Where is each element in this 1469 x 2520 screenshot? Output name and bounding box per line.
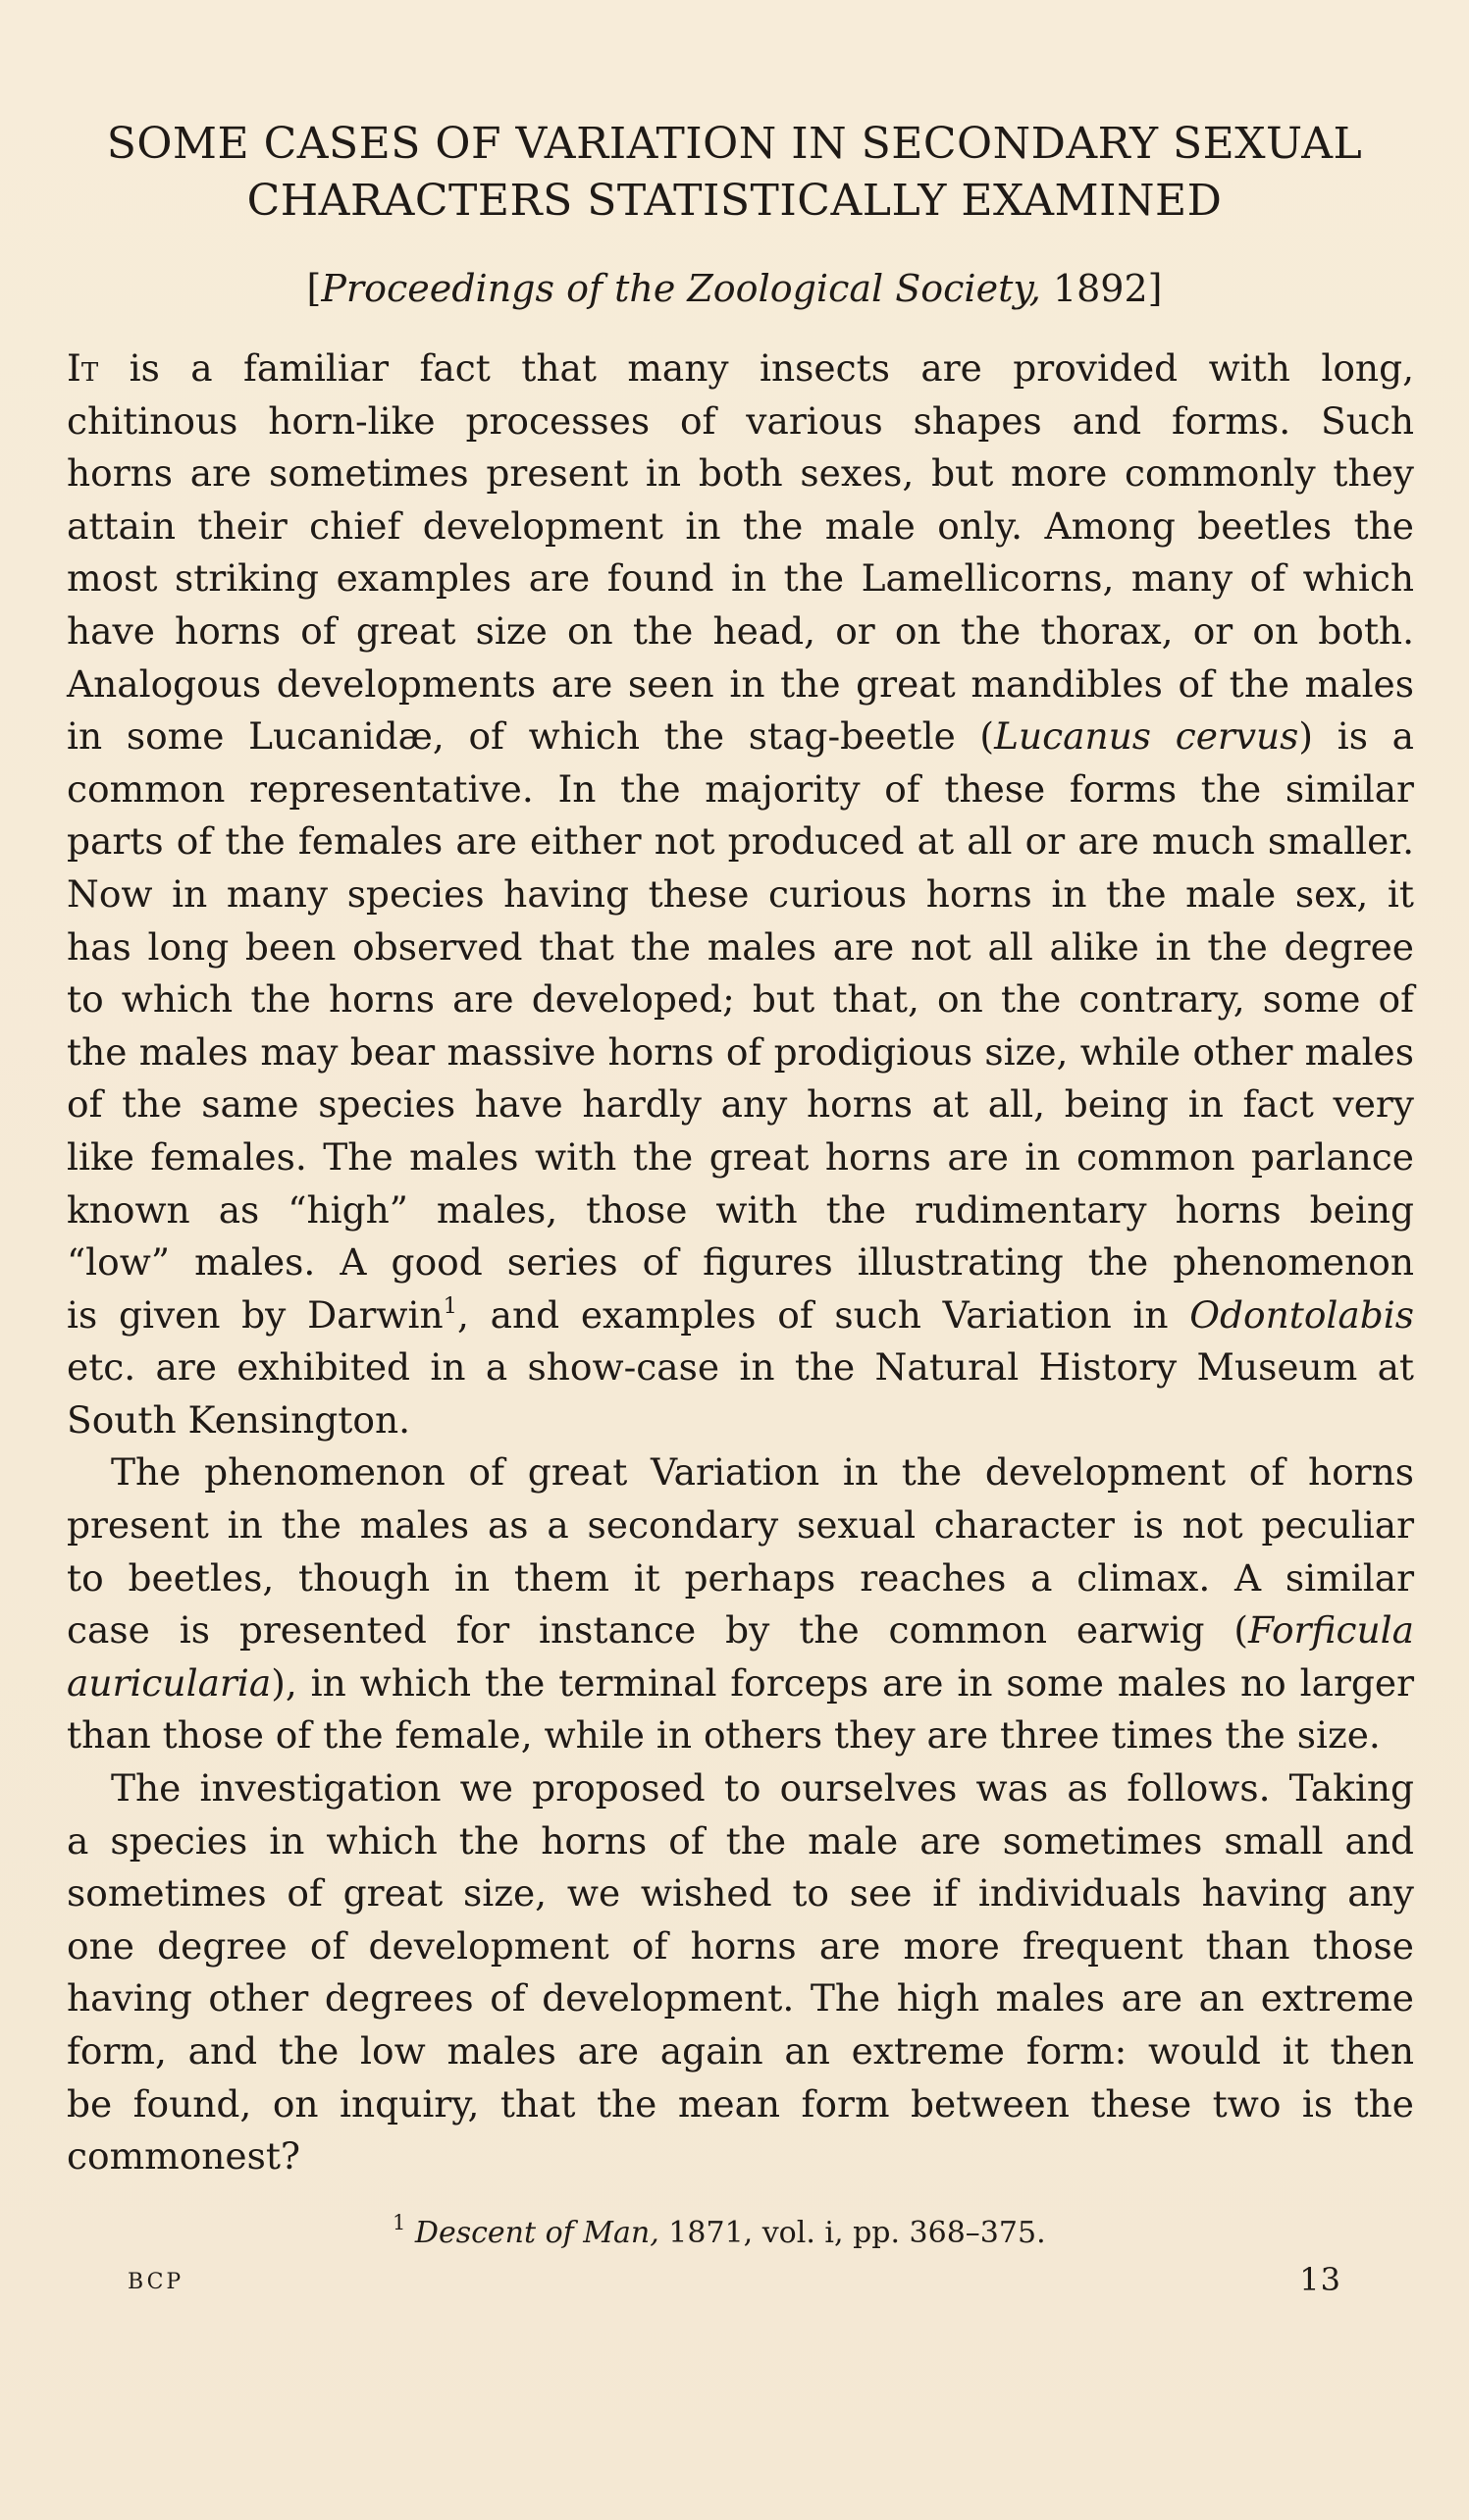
text-line: one degree of development of horns are more frequent than those: [67, 1923, 1414, 1968]
text-line: has long been observed that the males are not all alike in the degree: [67, 924, 1414, 969]
text-line: than those of the female, while in others they are three times the size.: [67, 1713, 1381, 1758]
text-line: be found, on inquiry, that the mean form between these two is the: [67, 2081, 1414, 2126]
text-line: in some Lucanidæ, of which the stag-beetle (Lucanus cervus) is a: [67, 714, 1414, 759]
text-line: case is presented for instance by the common earwig (Forficula: [67, 1608, 1414, 1653]
paragraph-1: [67, 342, 1414, 1446]
footnote-reference[interactable]: 1: [443, 1293, 457, 1320]
text-line: auricularia), in which the terminal forceps are in some males no larger: [67, 1660, 1414, 1705]
citation-year: 1892]: [1040, 267, 1163, 310]
text-line: to beetles, though in them it perhaps reaches a climax. A similar: [67, 1555, 1414, 1600]
text-line: common representative. In the majority of these forms the similar: [67, 766, 1414, 811]
text-line: parts of the females are either not produced at all or are much smaller.: [67, 819, 1414, 864]
text-line: “low” males. A good series of figures illustrating the phenomenon: [67, 1240, 1414, 1285]
title-line-1: SOME CASES OF VARIATION IN SECONDARY SEXUAL: [106, 119, 1363, 169]
text-line: etc. are exhibited in a show-case in the Natural History Museum at: [67, 1345, 1414, 1390]
body-text: [67, 342, 1414, 2183]
species-name-auricularia: auricularia: [67, 1660, 272, 1705]
paragraph-2: [67, 1446, 1414, 1762]
text-line: chitinous horn-like processes of various shapes and forms. Such: [67, 398, 1414, 443]
genus-name-odontolabis: Odontolabis: [1189, 1292, 1414, 1337]
footnote-details: 1871, vol. i, pp. 368–375.: [658, 2216, 1046, 2250]
text-line: The phenomenon of great Variation in the development of horns: [111, 1450, 1414, 1495]
footnote-book-title: Descent of Man,: [414, 2216, 659, 2250]
text-line: of the same species have hardly any horns at all, being in fact very: [67, 1082, 1414, 1127]
text-line: The investigation we proposed to ourselves was as follows. Taking: [111, 1766, 1414, 1811]
text-line: most striking examples are found in the Lamellicorns, many of which: [67, 556, 1414, 601]
species-name-forficula: Forficula: [1248, 1608, 1414, 1653]
text-line: having other degrees of development. The high males are an extreme: [67, 1976, 1414, 2021]
text-line: attain their chief development in the male only. Among beetles the: [67, 503, 1414, 548]
citation-open-bracket: [: [306, 267, 322, 310]
text-line: have horns of great size on the head, or on the thorax, or on both.: [67, 608, 1414, 653]
text-line: a species in which the horns of the male are sometimes small and: [67, 1818, 1414, 1863]
page-title: [67, 116, 1402, 230]
citation-journal: Proceedings of the Zoological Society,: [321, 267, 1041, 310]
footnote: [393, 2210, 1178, 2253]
text-line: like females. The males with the great horns are in common parlance: [67, 1134, 1414, 1179]
text-line: Analogous developments are seen in the great mandibles of the males: [67, 661, 1414, 706]
paragraph-3: [67, 1762, 1414, 2183]
dropcap-word: It: [67, 346, 99, 390]
text-line: South Kensington.: [67, 1397, 411, 1442]
text-line: sometimes of great size, we wished to see if individuals having any: [67, 1871, 1414, 1916]
title-line-2: CHARACTERS STATISTICALLY EXAMINED: [246, 176, 1223, 226]
text-line: commonest?: [67, 2134, 301, 2179]
text-line: present in the males as a secondary sexual character is not peculiar: [67, 1503, 1414, 1548]
text-line: form, and the low males are again an extreme form: would it then: [67, 2029, 1414, 2073]
text-line: the males may bear massive horns of prodigious size, while other males: [67, 1029, 1414, 1074]
text-line: Now in many species having these curious horns in the male sex, it: [67, 871, 1414, 916]
footnote-marker: 1: [393, 2210, 406, 2234]
source-citation: [67, 265, 1402, 312]
text-line: known as “high” males, those with the rudimentary horns being: [67, 1187, 1414, 1232]
text-line: to which the horns are developed; but that, on the contrary, some of: [67, 977, 1414, 1022]
signature-mark: BCP: [128, 2270, 184, 2294]
text-line: horns are sometimes present in both sexes, but more commonly they: [67, 451, 1414, 496]
text-line: is given by Darwin$^1$, and examples of such Variation in Odontolabis: [67, 1292, 1414, 1337]
text-line: It is a familiar fact that many insects are provided with long,: [67, 346, 1414, 390]
species-name-lucanus: Lucanus cervus: [994, 714, 1299, 759]
page-number: 13: [1299, 2261, 1341, 2298]
